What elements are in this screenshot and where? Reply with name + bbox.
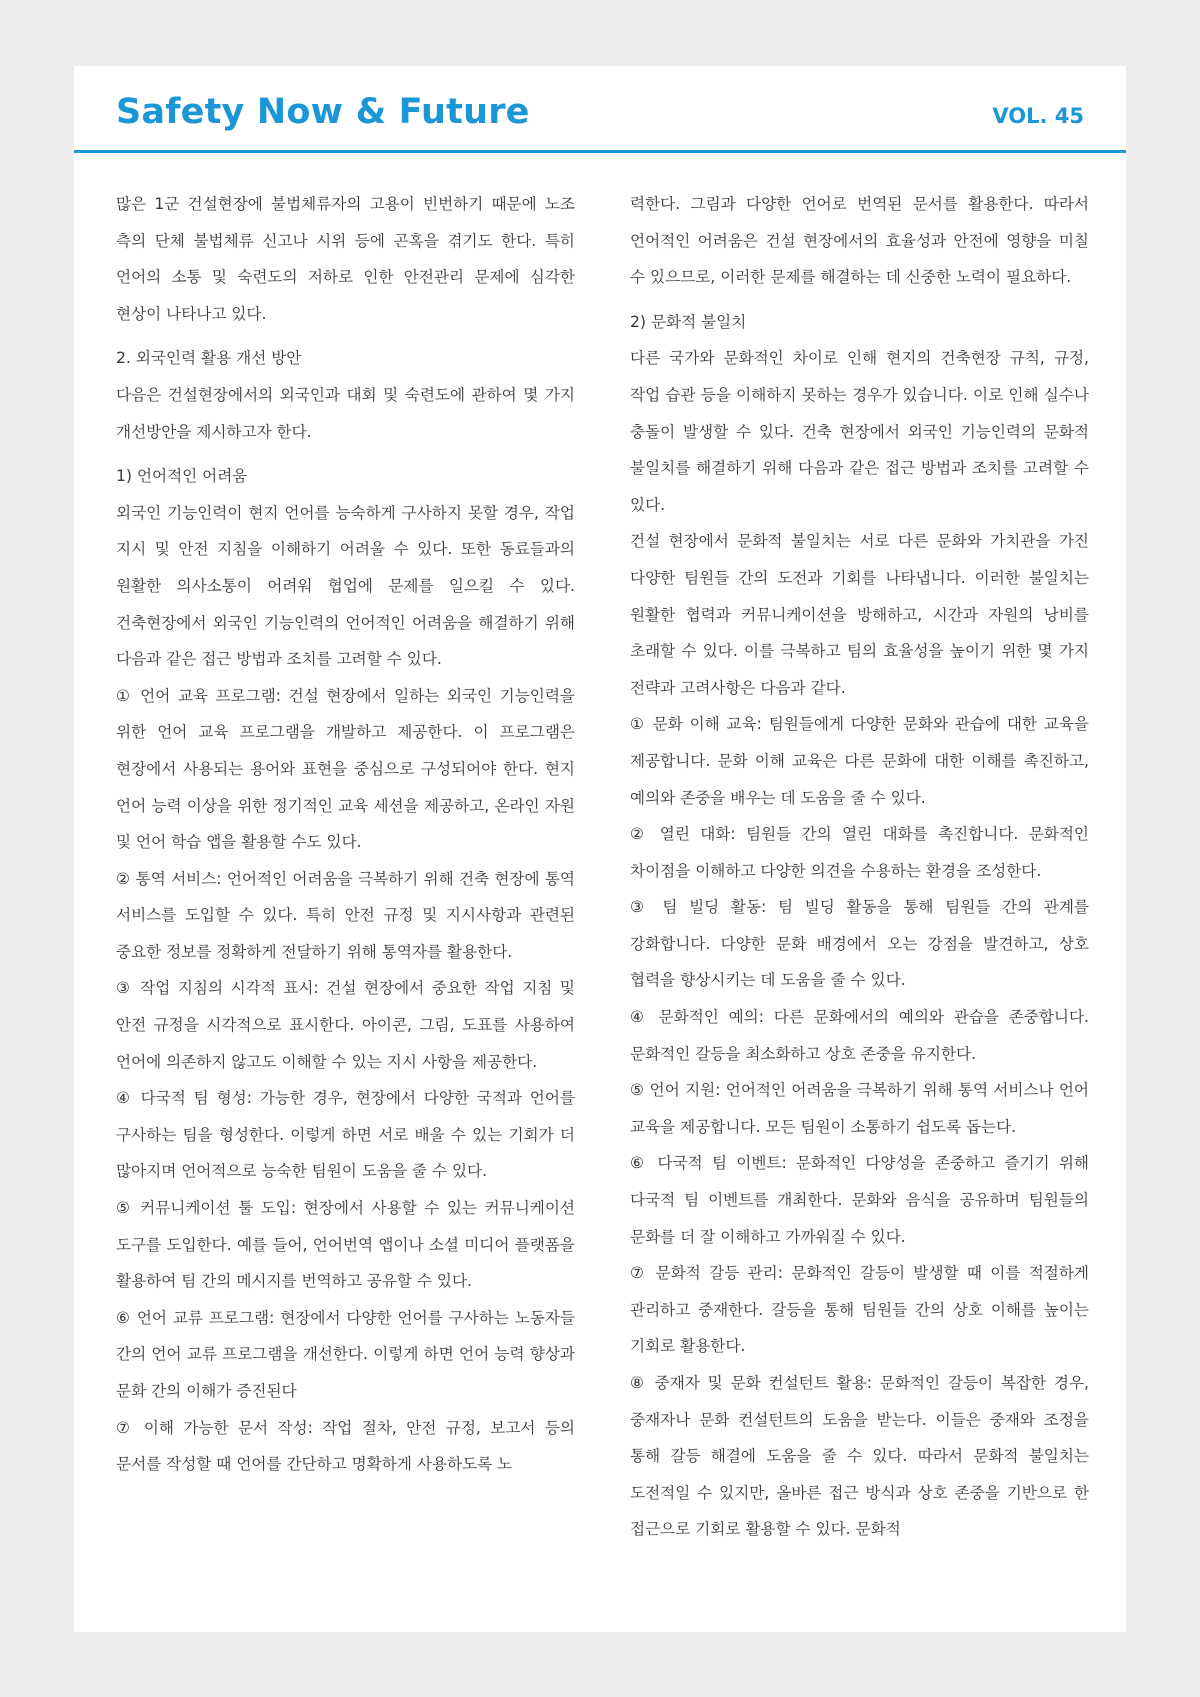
list-item: ⑥ 언어 교류 프로그램: 현장에서 다양한 언어를 구사하는 노동자들 간의 언어 교류 프로그램을 개선한다. 이렇게 하면 언어 능력 향상과 문화 간의 이해가 증진된다 [116, 1308, 575, 1400]
list-item: ⑤ 커뮤니케이션 툴 도입: 현장에서 사용할 수 있는 커뮤니케이션 도구를 도입한다. 예를 들어, 언어번역 앱이나 소셜 미디어 플랫폼을 활용하여 팀 간의 메시지를 번역하고 공유할 수 있다. [116, 1199, 575, 1291]
paragraph: 외국인 기능인력이 현지 언어를 능숙하게 구사하지 못할 경우, 작업 지시 및 안전 지침을 이해하기 어려울 수 있다. 또한 동료들과의 원활한 의사소통이 어려워 협업에 문제를 일으킬 수 있다. 건축현장에서 외국인 기능인력의 언어적인 어려움을 해결하기 위해 다음과 같은 접근 방법과 조치를 고려할 수 있다. [116, 503, 575, 669]
subsection-heading-language: 1) 언어적인 어려움 [116, 467, 248, 486]
list-item: ④ 문화적인 예의: 다른 문화에서의 예의와 관습을 존중합니다. 문화적인 갈등을 최소화하고 상호 존중을 유지한다. [630, 1008, 1089, 1063]
paragraph-continued: 력한다. 그림과 다양한 언어로 번역된 문서를 활용한다. 따라서 언어적인 어려움은 건설 현장에서의 효율성과 안전에 영향을 미칠 수 있으므로, 이러한 문제를 해결하는 데 신중한 노력이 필요하다. [630, 195, 1089, 287]
list-item: ⑦ 이해 가능한 문서 작성: 작업 절차, 안전 규정, 보고서 등의 문서를 작성할 때 언어를 간단하고 명확하게 사용하도록 노 [116, 1418, 575, 1474]
list-item: ① 문화 이해 교육: 팀원들에게 다양한 문화와 관습에 대한 교육을 제공합니다. 문화 이해 교육은 다른 문화에 대한 이해를 촉진하고, 예의와 존중을 배우는 데 도움을 줄 수 있다. [630, 715, 1089, 807]
list-item: ③ 팀 빌딩 활동: 팀 빌딩 활동을 통해 팀원들 간의 관계를 강화합니다. 다양한 문화 배경에서 오는 강점을 발견하고, 상호 협력을 향상시키는 데 도움을 줄 수 있다. [630, 898, 1089, 990]
volume-number: VOL. 45 [992, 104, 1084, 128]
list-item: ④ 다국적 팀 형성: 가능한 경우, 현장에서 다양한 국적과 언어를 구사하는 팀을 형성한다. 이렇게 하면 서로 배울 수 있는 기회가 더 많아지며 언어적으로 능숙한 팀원이 도움을 줄 수 있다. [116, 1089, 575, 1181]
subsection-heading-culture: 2) 문화적 불일치 [630, 312, 747, 331]
list-item: ⑥ 다국적 팀 이벤트: 문화적인 다양성을 존중하고 즐기기 위해 다국적 팀 이벤트를 개최한다. 문화와 음식을 공유하며 팀원들의 문화를 더 잘 이해하고 가까워질 수 있다. [630, 1154, 1089, 1246]
list-item: ① 언어 교육 프로그램: 건설 현장에서 일하는 외국인 기능인력을 위한 언어 교육 프로그램을 개발하고 제공한다. 이 프로그램은 현장에서 사용되는 용어와 표현을 중심으로 구성되어야 한다. 현지 언어 능력 이상을 위한 정기적인 교육 세션을 제공하고, 온라인 자원 및 언어 학습 앱을 활용할 수도 있다. [116, 686, 575, 852]
publication-title: Safety Now & Future [116, 92, 530, 132]
document-page [74, 66, 1126, 1632]
paragraph-intro: 많은 1군 건설현장에 불법체류자의 고용이 빈번하기 때문에 노조 측의 단체 불법체류 신고나 시위 등에 곤혹을 겪기도 한다. 특히 언어의 소통 및 숙련도의 저하로 인한 안전관리 문제에 심각한 현상이 나타나고 있다. [116, 195, 575, 323]
section-heading-improvement: 2. 외국인력 활용 개선 방안 [116, 349, 302, 368]
list-item: ② 통역 서비스: 언어적인 어려움을 극복하기 위해 건축 현장에 통역 서비스를 도입할 수 있다. 특히 안전 규정 및 지시사항과 관련된 중요한 정보를 정확하게 전달하기 위해 통역자를 활용한다. [116, 869, 575, 961]
list-item: ③ 작업 지침의 시각적 표시: 건설 현장에서 중요한 작업 지침 및 안전 규정을 시각적으로 표시한다. 아이콘, 그림, 도표를 사용하여 언어에 의존하지 않고도 이해할 수 있는 지시 사항을 제공한다. [116, 979, 575, 1071]
paragraph: 다른 국가와 문화적인 차이로 인해 현지의 건축현장 규칙, 규정, 작업 습관 등을 이해하지 못하는 경우가 있습니다. 이로 인해 실수나 충돌이 발생할 수 있다. 건축 현장에서 외국인 기능인력의 문화적 불일치를 해결하기 위해 다음과 같은 접근 방법과 조치를 고려할 수 있다. [630, 349, 1089, 514]
list-item: ⑦ 문화적 갈등 관리: 문화적인 갈등이 발생할 때 이를 적절하게 관리하고 중재한다. 갈등을 통해 팀원들 간의 상호 이해를 높이는 기회로 활용한다. [630, 1264, 1089, 1356]
left-column [116, 186, 575, 1483]
list-item: ② 열린 대화: 팀원들 간의 열린 대화를 촉진합니다. 문화적인 차이점을 이해하고 다양한 의견을 수용하는 환경을 조성한다. [630, 825, 1089, 880]
list-item: ⑤ 언어 지원: 언어적인 어려움을 극복하기 위해 통역 서비스나 언어 교육을 제공합니다. 모든 팀원이 소통하기 쉽도록 돕는다. [630, 1081, 1089, 1136]
paragraph: 다음은 건설현장에서의 외국인과 대회 및 숙련도에 관하여 몇 가지 개선방안을 제시하고자 한다. [116, 385, 575, 441]
paragraph: 건설 현장에서 문화적 불일치는 서로 다른 문화와 가치관을 가진 다양한 팀원들 간의 도전과 기회를 나타냅니다. 이러한 불일치는 원활한 협력과 커뮤니케이션을 방해하고, 시간과 자원의 낭비를 초래할 수 있다. 이를 극복하고 팀의 효율성을 높이기 위한 몇 가지 전략과 고려사항은 다음과 같다. [630, 532, 1089, 697]
header-divider [74, 150, 1126, 153]
right-column [630, 186, 1089, 1548]
page-header [74, 66, 1126, 152]
list-item: ⑧ 중재자 및 문화 컨설턴트 활용: 문화적인 갈등이 복잡한 경우, 중재자나 문화 컨설턴트의 도움을 받는다. 이들은 중재와 조정을 통해 갈등 해결에 도움을 줄 수 있다. 따라서 문화적 불일치는 도전적일 수 있지만, 올바른 접근 방식과 상호 존중을 기반으로 한 접근으로 기회로 활용할 수 있다. 문화적 [630, 1374, 1089, 1539]
